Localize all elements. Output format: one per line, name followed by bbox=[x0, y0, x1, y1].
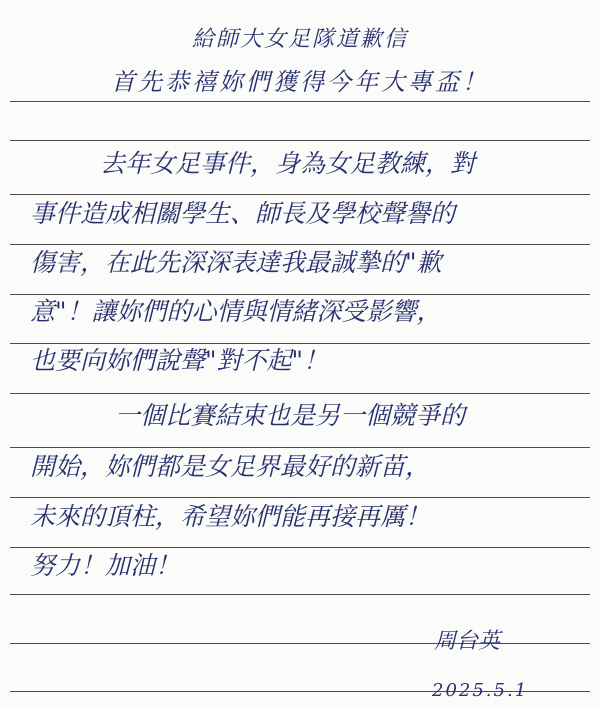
letter-date: 2025.5.1 bbox=[432, 680, 529, 701]
ruled-line bbox=[10, 101, 590, 102]
paragraph1-line-1: 去年女足事件，身為女足教練，對 bbox=[100, 149, 476, 178]
paragraph1-line-2: 事件造成相關學生、師長及學校聲譽的 bbox=[30, 199, 456, 228]
paragraph1-line-3: 傷害，在此先深深表達我最誠摯的"歉 bbox=[30, 248, 442, 277]
paragraph2-line-3: 未來的頂柱，希望妳們能再接再厲！ bbox=[30, 502, 431, 531]
ruled-line bbox=[10, 393, 590, 394]
paragraph1-line-4: 意"！讓妳們的心情與情緒深受影響， bbox=[30, 297, 442, 326]
ruled-line bbox=[10, 643, 590, 644]
letter-subtitle: 首先恭禧妳們獲得今年大專盃！ bbox=[111, 68, 489, 96]
letter-title: 給師大女足隊道歉信 bbox=[191, 27, 408, 52]
paragraph1-line-5: 也要向妳們說聲"對不起"！ bbox=[30, 346, 328, 375]
ruled-line bbox=[10, 594, 590, 595]
paragraph2-line-2: 開始，妳們都是女足界最好的新苗， bbox=[30, 452, 431, 481]
paragraph2-line-4: 努力！加油！ bbox=[30, 551, 181, 580]
signature: 周台英 bbox=[434, 629, 501, 654]
paragraph2-line-1: 一個比賽結束也是另一個競爭的 bbox=[115, 401, 466, 430]
ruled-line bbox=[10, 140, 590, 141]
